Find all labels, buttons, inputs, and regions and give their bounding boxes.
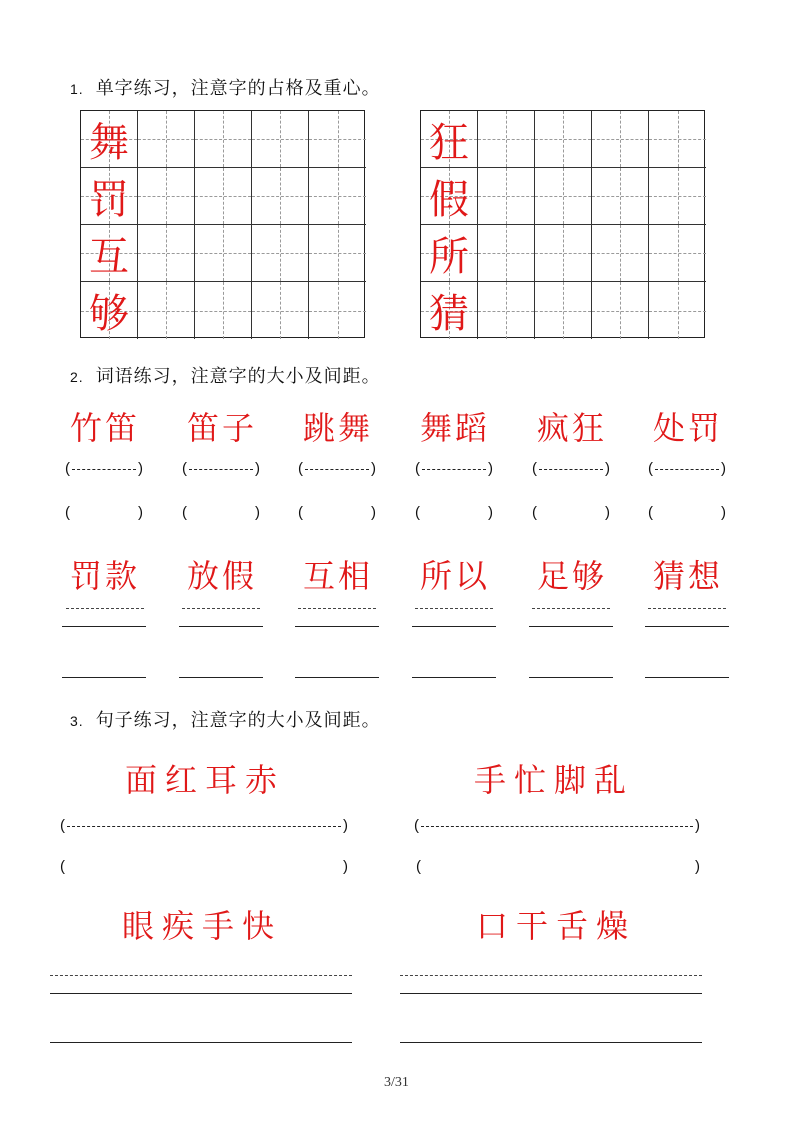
grid-cell xyxy=(592,111,649,168)
grid-cell xyxy=(478,168,535,225)
grid-cell xyxy=(478,111,535,168)
writing-line[interactable] xyxy=(412,677,496,678)
grid-cell xyxy=(421,282,478,339)
grid-cell xyxy=(138,111,195,168)
grid-cell xyxy=(535,111,592,168)
pinyin-blank[interactable]: ( ) xyxy=(60,817,348,834)
section1-title xyxy=(70,74,381,100)
page-number: 3/31 xyxy=(384,1075,409,1090)
answer-blank[interactable]: ( ) xyxy=(60,858,348,875)
practice-word: 舞蹈 xyxy=(419,409,490,447)
grid-cell xyxy=(81,282,138,339)
dotted-writing-line xyxy=(182,608,260,609)
dotted-writing-line xyxy=(415,608,493,609)
section3-number: 3. xyxy=(70,713,84,729)
writing-line[interactable] xyxy=(412,626,496,627)
pinyin-blank[interactable]: ( ) xyxy=(532,460,610,477)
practice-word: 笛子 xyxy=(186,409,257,447)
grid-cell xyxy=(252,168,309,225)
answer-blank[interactable]: ( ) xyxy=(532,504,610,521)
grid-cell xyxy=(309,282,366,339)
grid-cell xyxy=(138,168,195,225)
writing-line[interactable] xyxy=(62,677,146,678)
practice-word: 竹笛 xyxy=(69,409,140,447)
section2-title xyxy=(70,362,381,388)
writing-line[interactable] xyxy=(295,626,379,627)
section3-title-text: 句子练习，注意字的大小及间距。 xyxy=(95,710,381,731)
writing-line[interactable] xyxy=(62,626,146,627)
grid-char: 假 xyxy=(429,176,469,223)
section3-title xyxy=(70,706,381,732)
writing-line[interactable] xyxy=(295,677,379,678)
grid-cell xyxy=(592,225,649,282)
answer-blank[interactable]: ( ) xyxy=(182,504,260,521)
grid-char: 狂 xyxy=(429,119,469,166)
practice-phrase: 面红耳赤 xyxy=(125,761,286,799)
grid-cell xyxy=(309,168,366,225)
grid-cell xyxy=(252,111,309,168)
dotted-writing-line xyxy=(50,975,352,976)
answer-blank[interactable]: ( ) xyxy=(416,858,700,875)
pinyin-blank[interactable]: ( ) xyxy=(182,460,260,477)
pinyin-blank[interactable]: ( ) xyxy=(414,817,700,834)
writing-line[interactable] xyxy=(529,677,613,678)
grid-cell xyxy=(421,111,478,168)
section1-title-text: 单字练习，注意字的占格及重心。 xyxy=(95,78,381,99)
grid-cell xyxy=(649,168,706,225)
grid-cell xyxy=(195,111,252,168)
grid-cell xyxy=(81,225,138,282)
grid-char: 舞 xyxy=(89,119,129,166)
practice-word: 所以 xyxy=(419,557,490,595)
grid-cell xyxy=(309,111,366,168)
practice-grid-right xyxy=(420,110,705,338)
dotted-writing-line xyxy=(400,975,702,976)
section1-number: 1. xyxy=(70,81,84,97)
grid-cell xyxy=(138,282,195,339)
practice-word: 互相 xyxy=(302,557,373,595)
grid-cell xyxy=(592,168,649,225)
grid-cell xyxy=(649,225,706,282)
practice-word: 罚款 xyxy=(69,557,140,595)
grid-cell xyxy=(421,168,478,225)
grid-cell xyxy=(309,225,366,282)
grid-cell xyxy=(138,225,195,282)
grid-cell xyxy=(535,225,592,282)
grid-cell xyxy=(649,111,706,168)
section2-title-text: 词语练习，注意字的大小及间距。 xyxy=(95,366,381,387)
grid-cell xyxy=(535,282,592,339)
grid-char: 罚 xyxy=(89,176,129,223)
grid-char: 猜 xyxy=(429,291,469,337)
pinyin-blank[interactable]: ( ) xyxy=(65,460,143,477)
grid-cell xyxy=(252,225,309,282)
practice-word: 放假 xyxy=(186,557,257,595)
practice-word: 疯狂 xyxy=(536,409,607,447)
writing-line[interactable] xyxy=(645,677,729,678)
grid-cell xyxy=(421,225,478,282)
writing-line[interactable] xyxy=(179,626,263,627)
grid-char: 所 xyxy=(429,233,469,280)
grid-cell xyxy=(81,168,138,225)
grid-cell xyxy=(195,168,252,225)
writing-line[interactable] xyxy=(400,993,702,994)
dotted-writing-line xyxy=(532,608,610,609)
grid-cell xyxy=(81,111,138,168)
practice-phrase: 口干舌燥 xyxy=(476,907,637,945)
answer-blank[interactable]: ( ) xyxy=(298,504,376,521)
grid-cell xyxy=(592,282,649,339)
writing-line[interactable] xyxy=(529,626,613,627)
dotted-writing-line xyxy=(298,608,376,609)
grid-cell xyxy=(535,168,592,225)
section2-number: 2. xyxy=(70,369,84,385)
practice-phrase: 手忙脚乱 xyxy=(474,761,635,799)
writing-line[interactable] xyxy=(50,993,352,994)
answer-blank[interactable]: ( ) xyxy=(415,504,493,521)
grid-cell xyxy=(195,282,252,339)
writing-line[interactable] xyxy=(645,626,729,627)
answer-blank[interactable]: ( ) xyxy=(648,504,726,521)
grid-cell xyxy=(252,282,309,339)
practice-grid-left xyxy=(80,110,365,338)
grid-char: 够 xyxy=(89,291,129,337)
practice-word: 猜想 xyxy=(652,557,723,595)
pinyin-blank[interactable]: ( ) xyxy=(415,460,493,477)
grid-cell xyxy=(478,225,535,282)
writing-line[interactable] xyxy=(179,677,263,678)
grid-cell xyxy=(478,282,535,339)
grid-cell xyxy=(195,225,252,282)
practice-word: 处罚 xyxy=(652,409,723,447)
dotted-writing-line xyxy=(66,608,144,609)
writing-line[interactable] xyxy=(400,1042,702,1043)
pinyin-blank[interactable]: ( ) xyxy=(298,460,376,477)
dotted-writing-line xyxy=(648,608,726,609)
practice-word: 跳舞 xyxy=(302,409,373,447)
grid-char: 互 xyxy=(89,233,129,280)
answer-blank[interactable]: ( ) xyxy=(65,504,143,521)
writing-line[interactable] xyxy=(50,1042,352,1043)
practice-word: 足够 xyxy=(536,557,607,595)
practice-phrase: 眼疾手快 xyxy=(122,907,283,945)
pinyin-blank[interactable]: ( ) xyxy=(648,460,726,477)
grid-cell xyxy=(649,282,706,339)
